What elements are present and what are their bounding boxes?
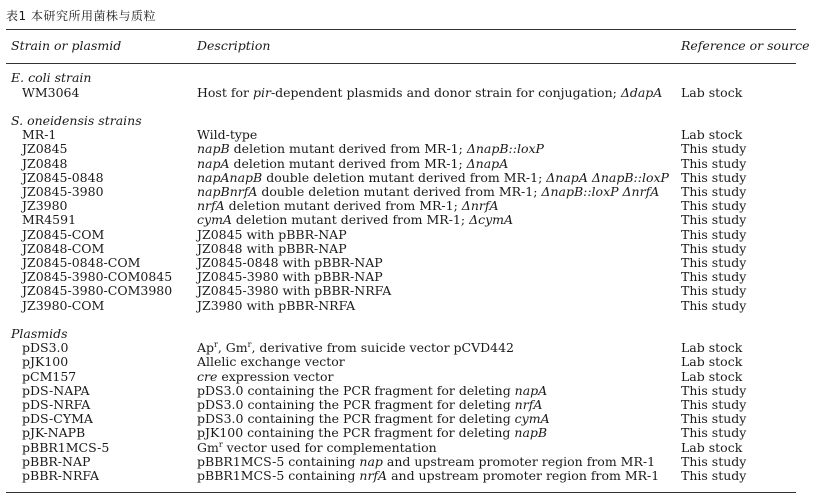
strain-reference: Lab stock <box>681 368 743 384</box>
strain-description: napA deletion mutant derived from MR-1; ΔnapA <box>197 155 509 171</box>
table-row <box>0 171 822 185</box>
table-row <box>0 455 822 469</box>
strain-reference: This study <box>681 198 747 214</box>
strain-reference: This study <box>681 212 747 228</box>
strain-reference: This study <box>681 184 747 199</box>
strain-name: JZ0845-3980 <box>22 184 104 199</box>
strain-reference: This study <box>681 425 747 441</box>
strain-name: JZ0848 <box>22 155 68 171</box>
section-title: Plasmids <box>11 326 68 341</box>
table-row <box>0 128 822 142</box>
strain-name: pDS-NAPA <box>22 382 90 398</box>
table-row <box>0 213 822 227</box>
bottom-rule <box>6 492 796 493</box>
table-row <box>0 370 822 384</box>
strain-description: nrfA deletion mutant derived from MR-1; ΔnrfA <box>197 198 499 214</box>
strain-description: pDS3.0 containing the PCR fragment for deleting napA <box>197 382 548 398</box>
table-row <box>0 426 822 440</box>
table-row <box>0 270 822 284</box>
strain-name: JZ0845-3980-COM0845 <box>22 269 173 285</box>
header-description: Description <box>197 38 271 53</box>
strain-description: cymA deletion mutant derived from MR-1; ΔcymA <box>197 212 514 228</box>
strain-reference: This study <box>681 411 747 427</box>
strain-name: pJK-NAPB <box>22 425 86 441</box>
strain-name: JZ0845-0848 <box>22 169 104 185</box>
table-row <box>0 157 822 171</box>
strain-reference: This study <box>681 226 747 242</box>
strain-name: pDS-NRFA <box>22 397 91 412</box>
strain-description: cre expression vector <box>197 368 334 384</box>
header-rule <box>6 63 796 64</box>
table-row <box>0 242 822 256</box>
strain-reference: This study <box>681 141 747 157</box>
strain-reference: Lab stock <box>681 84 743 100</box>
strain-name: pBBR-NRFA <box>22 468 99 483</box>
strain-description: pDS3.0 containing the PCR fragment for deleting cymA <box>197 411 550 427</box>
strain-description: napBnrfA double deletion mutant derived from MR-1; ΔnapB::loxP ΔnrfA <box>197 184 660 199</box>
table-row <box>0 185 822 199</box>
strain-reference: This study <box>681 169 747 185</box>
header-reference: Reference or source <box>681 38 810 53</box>
strain-reference: Lab stock <box>681 127 743 143</box>
strain-reference: This study <box>681 283 747 299</box>
table-row <box>0 228 822 242</box>
strain-reference: This study <box>681 397 747 412</box>
table-row <box>0 441 822 455</box>
strain-reference: This study <box>681 468 747 483</box>
strain-name: MR-1 <box>22 127 57 143</box>
strain-description: pJK100 containing the PCR fragment for deleting napB <box>197 425 548 441</box>
top-rule <box>6 29 796 30</box>
strain-description: pBBR1MCS-5 containing nap and upstream promoter region from MR-1 <box>197 453 656 469</box>
strain-reference: This study <box>681 255 747 270</box>
table-row <box>0 199 822 213</box>
strain-name: JZ3980 <box>22 198 68 214</box>
strain-name: pCM157 <box>22 368 77 384</box>
strain-name: pDS-CYMA <box>22 411 93 427</box>
strain-description: JZ0848 with pBBR-NAP <box>197 240 347 256</box>
table-row <box>0 86 822 100</box>
strain-description: Gm$^r$ vector used for complementation <box>197 439 437 455</box>
table-row <box>0 469 822 483</box>
strain-reference: This study <box>681 453 747 469</box>
strain-reference: This study <box>681 382 747 398</box>
strain-name: JZ0845-COM <box>22 226 105 242</box>
strain-reference: Lab stock <box>681 354 743 370</box>
strain-description: Host for pir-dependent plasmids and donor strain for conjugation; ΔdapA <box>197 84 663 100</box>
table-row <box>0 384 822 398</box>
strain-name: pDS3.0 <box>22 340 69 356</box>
header-strain: Strain or plasmid <box>11 38 122 53</box>
strain-name: pJK100 <box>22 354 69 370</box>
strain-name: JZ0845-0848-COM <box>22 255 141 270</box>
table-row <box>0 341 822 355</box>
table-row <box>0 299 822 313</box>
strain-description: JZ3980 with pBBR-NRFA <box>197 297 356 313</box>
strain-description: JZ0845-3980 with pBBR-NAP <box>197 269 383 285</box>
strain-name: JZ0848-COM <box>22 240 105 256</box>
table-row <box>0 256 822 270</box>
table-row <box>0 284 822 298</box>
table-row <box>0 398 822 412</box>
strain-name: WM3064 <box>22 84 80 100</box>
strain-name: JZ0845 <box>22 141 68 157</box>
strain-reference: Lab stock <box>681 439 743 455</box>
strain-reference: Lab stock <box>681 340 743 356</box>
strain-description: Allelic exchange vector <box>197 354 345 370</box>
strain-description: JZ0845-0848 with pBBR-NAP <box>197 255 383 270</box>
strain-description: napAnapB double deletion mutant derived from MR-1; ΔnapA ΔnapB::loxP <box>197 169 669 185</box>
section-title: S. oneidensis strains <box>11 113 142 128</box>
strain-name: pBBR-NAP <box>22 453 91 469</box>
strain-reference: This study <box>681 240 747 256</box>
strain-description: Wild-type <box>197 127 258 143</box>
table-row <box>0 142 822 156</box>
strain-description: Ap$^r$, Gm$^r$, derivative from suicide vector pCVD442 <box>197 340 514 356</box>
table-caption: 表1 本研究所用菌株与质粒 <box>6 9 156 23</box>
strain-reference: This study <box>681 297 747 313</box>
strain-reference: This study <box>681 155 747 171</box>
strain-description: napB deletion mutant derived from MR-1; ΔnapB::loxP <box>197 141 544 157</box>
strain-name: JZ0845-3980-COM3980 <box>22 283 173 299</box>
strain-reference: This study <box>681 269 747 285</box>
strain-name: JZ3980-COM <box>22 297 105 313</box>
strain-name: pBBR1MCS-5 <box>22 439 110 455</box>
section-title: E. coli strain <box>11 70 92 85</box>
table-row <box>0 412 822 426</box>
strain-description: JZ0845-3980 with pBBR-NRFA <box>197 283 392 299</box>
strain-description: pDS3.0 containing the PCR fragment for deleting nrfA <box>197 397 543 412</box>
strain-description: JZ0845 with pBBR-NAP <box>197 226 347 242</box>
strain-description: pBBR1MCS-5 containing nrfA and upstream promoter region from MR-1 <box>197 468 660 483</box>
table-row <box>0 355 822 369</box>
strain-name: MR4591 <box>22 212 77 228</box>
